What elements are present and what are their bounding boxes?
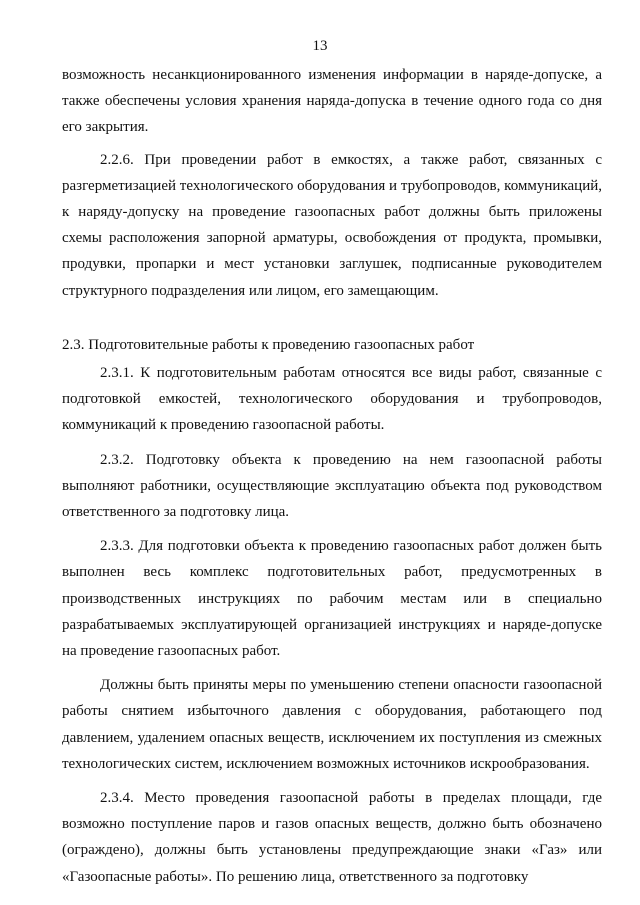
paragraph-2-3-3: 2.3.3. Для подготовки объекта к проведению газоопасных работ должен быть выполнен весь комплекс подготовительных работ, предусмотренных в производственных инструкциях по рабочим местам или в специально разрабатываемых эксплуатирующей организацией инструкциях и наряде-допуске на проведение газоопасных работ. [62,538,602,660]
section-heading-2-3: 2.3. Подготовительные работы к проведению газоопасных работ [62,336,475,353]
paragraph-continuation: возможность несанкционированного изменения информации в наряде-допуске, а также обеспечены условия хранения наряда-допуска в течение одного года со дня его закрытия. [62,67,602,136]
paragraph-measures: Должны быть приняты меры по уменьшению степени опасности газоопасной работы снятием избыточного давления с оборудования, работающего под давлением, удалением опасных веществ, исключением их поступления из смежных технологических систем, исключением возможных источников искрообразования. [62,677,602,772]
paragraph-2-2-6: 2.2.6. При проведении работ в емкостях, а также работ, связанных с разгерметизацией технологического оборудования и трубопроводов, коммуникаций, к наряду-допуску на проведение газоопасных работ должны быть приложены схемы расположения запорной арматуры, освобождения от продукта, промывки, продувки, пропарки и мест установки заглушек, подписанные руководителем структурного подразделения или лицом, его замещающим. [62,151,602,299]
document-body [62,62,602,890]
paragraph-2-3-2: 2.3.2. Подготовку объекта к проведению на нем газоопасной работы выполняют работники, осуществляющие эксплуатацию объекта под руководством ответственного за подготовку лица. [62,451,602,521]
page-number: 13 [312,38,328,54]
paragraph-2-3-1: 2.3.1. К подготовительным работам относятся все виды работ, связанные с подготовкой емкостей, технологического оборудования и трубопроводов, коммуникаций к проведению газоопасной работы. [62,365,602,434]
paragraph-2-3-4: 2.3.4. Место проведения газоопасной работы в пределах площади, где возможно поступление паров и газов опасных веществ, должно быть обозначено (ограждено), должны быть установлены предупреждающие знаки «Газ» или «Газоопасные работы». По решению лица, ответственного за подготовку [62,790,602,885]
